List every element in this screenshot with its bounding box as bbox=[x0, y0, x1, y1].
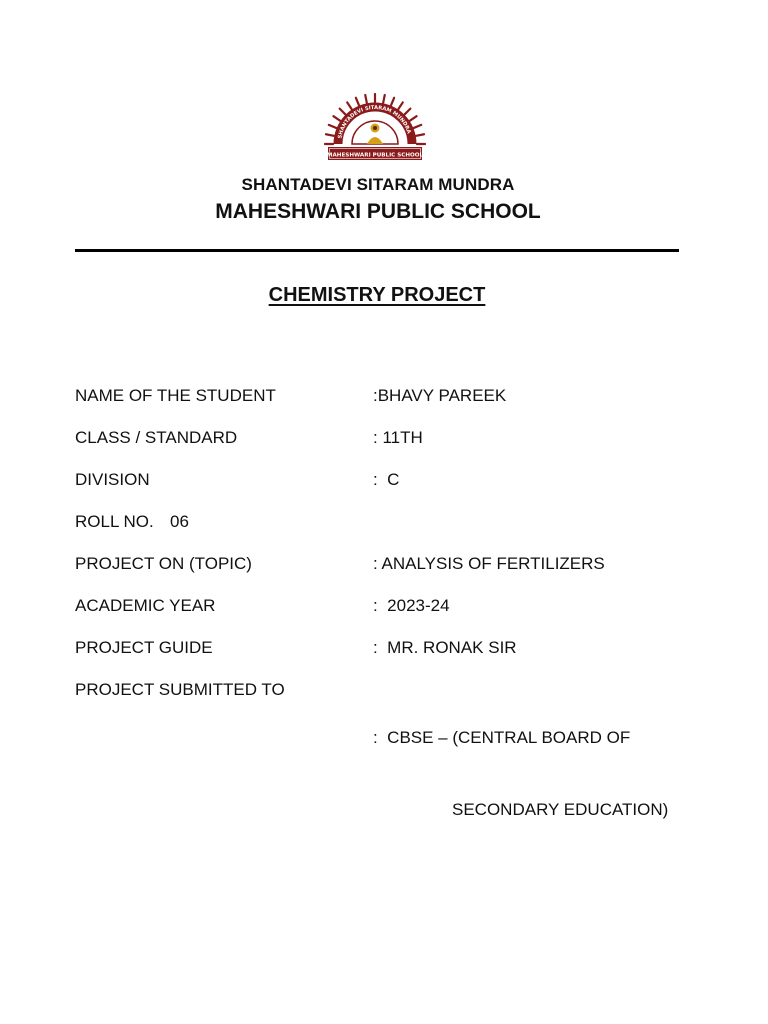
student-details bbox=[75, 384, 715, 819]
emblem-ray bbox=[326, 134, 334, 136]
detail-label: NAME OF THE STUDENT bbox=[75, 386, 276, 405]
emblem-ray bbox=[365, 95, 367, 103]
svg-text:SHANTADEVI SITARAM MUNDRA: SHANTADEVI SITARAM MUNDRA bbox=[337, 104, 412, 140]
detail-value: 06 bbox=[170, 512, 189, 531]
detail-row-division bbox=[75, 468, 715, 510]
header-divider bbox=[75, 249, 679, 252]
emblem-ray bbox=[398, 102, 402, 109]
detail-value-line: SECONDARY EDUCATION) bbox=[452, 800, 669, 819]
detail-label: ROLL NO. bbox=[75, 512, 154, 531]
page-title: CHEMISTRY PROJECT bbox=[268, 284, 486, 306]
detail-value: :BHAVY PAREEK bbox=[373, 386, 507, 405]
detail-row-academic-year bbox=[75, 594, 715, 636]
school-name: MAHESHWARI PUBLIC SCHOOL bbox=[215, 200, 541, 223]
detail-row-class bbox=[75, 426, 715, 468]
detail-label: PROJECT SUBMITTED TO bbox=[75, 680, 285, 699]
school-trust-name: SHANTADEVI SITARAM MUNDRA bbox=[241, 175, 515, 194]
detail-value: : ANALYSIS OF FERTILIZERS bbox=[373, 554, 605, 573]
emblem-ray bbox=[416, 134, 424, 136]
detail-label: ACADEMIC YEAR bbox=[75, 596, 216, 615]
detail-row-student-name bbox=[75, 384, 715, 426]
emblem-ray bbox=[383, 95, 385, 103]
detail-label: PROJECT ON (TOPIC) bbox=[75, 554, 252, 573]
detail-value bbox=[373, 678, 668, 870]
emblem-ray bbox=[347, 102, 351, 109]
detail-label: PROJECT GUIDE bbox=[75, 638, 213, 657]
detail-value: : 11TH bbox=[373, 428, 423, 447]
detail-value: : 2023-24 bbox=[373, 596, 450, 615]
detail-row-submitted-to bbox=[75, 678, 715, 819]
emblem-ray bbox=[410, 116, 417, 120]
detail-row-roll-no bbox=[75, 510, 715, 552]
svg-text:MAHESHWARI PUBLIC SCHOOL: MAHESHWARI PUBLIC SCHOOL bbox=[326, 152, 424, 159]
emblem-ray bbox=[329, 125, 336, 128]
detail-value: : MR. RONAK SIR bbox=[373, 638, 517, 657]
detail-label: CLASS / STANDARD bbox=[75, 428, 238, 447]
detail-value-line: : CBSE – (CENTRAL BOARD OF bbox=[373, 728, 631, 747]
emblem-ray bbox=[356, 98, 359, 105]
emblem-ray bbox=[405, 109, 411, 115]
school-emblem-icon bbox=[324, 86, 426, 166]
detail-label: DIVISION bbox=[75, 470, 150, 489]
emblem-ray bbox=[333, 116, 340, 120]
detail-row-guide bbox=[75, 636, 715, 678]
emblem-ray bbox=[391, 98, 394, 105]
emblem-ray bbox=[340, 109, 346, 115]
emblem-ray bbox=[414, 125, 421, 128]
detail-value: : C bbox=[373, 470, 400, 489]
detail-row-topic bbox=[75, 552, 715, 594]
